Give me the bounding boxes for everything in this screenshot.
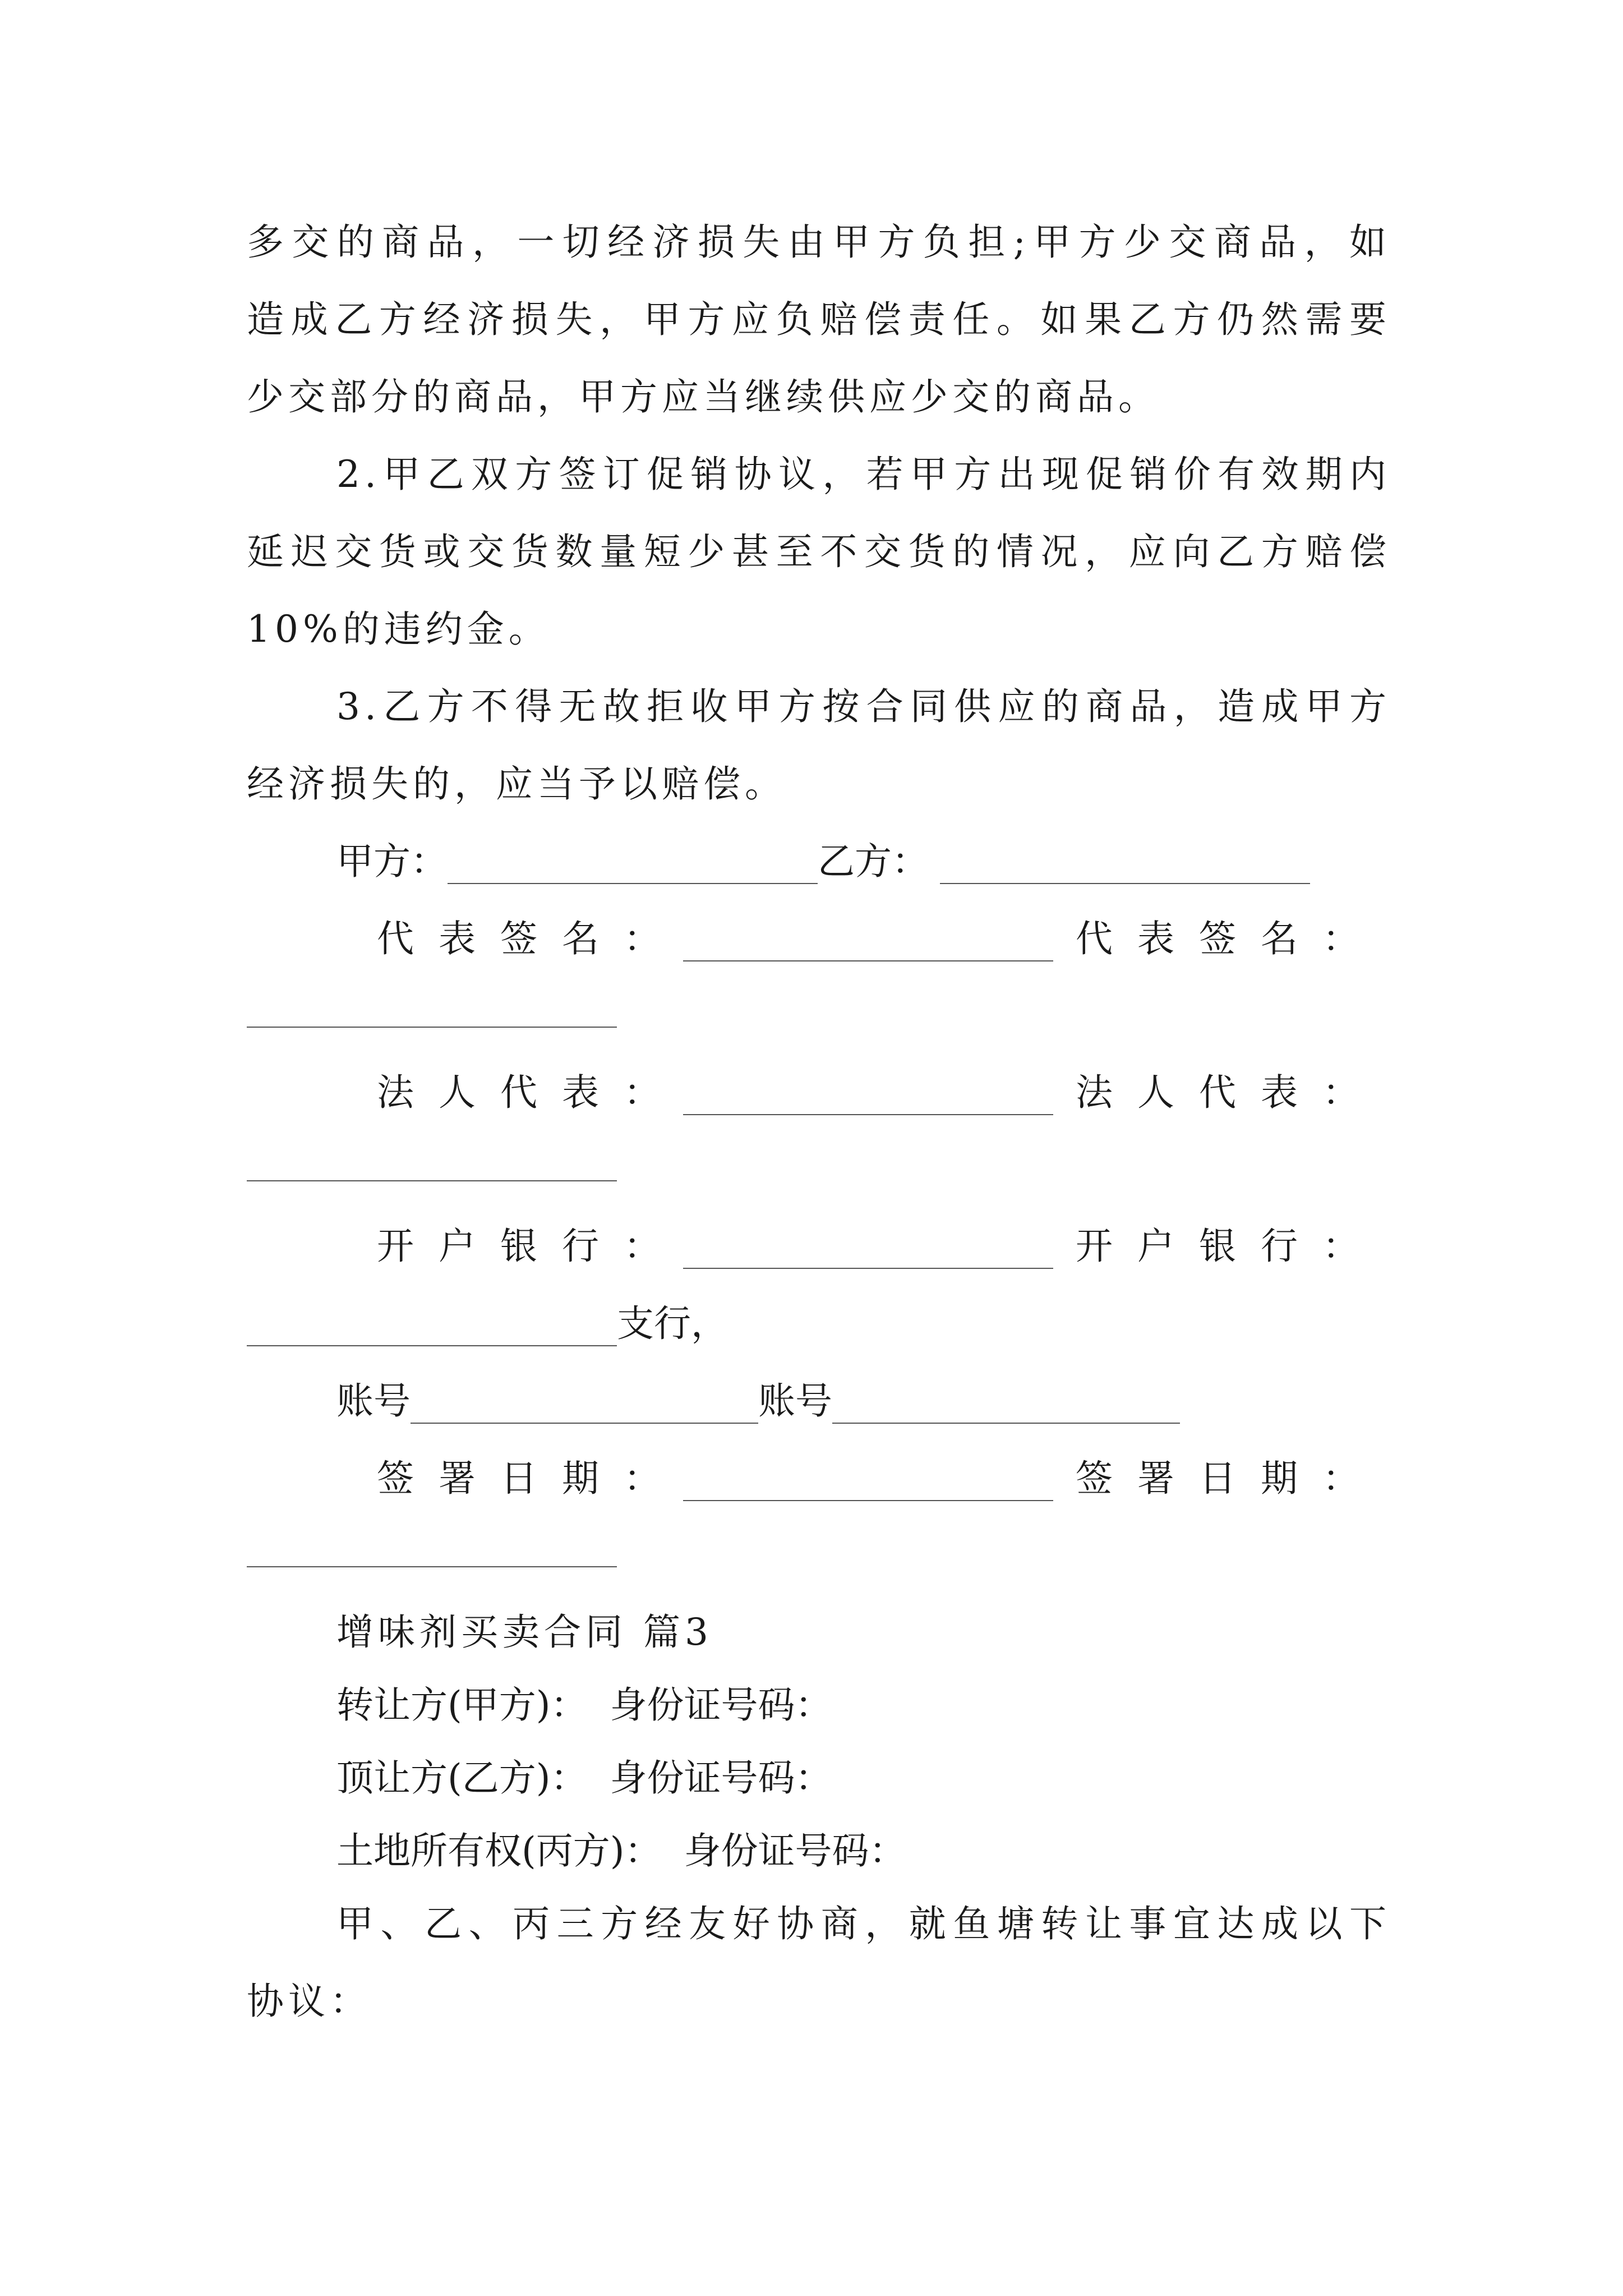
paragraph-line: 少交部分的商品，甲方应当继续供应少交的商品。: [247, 375, 1160, 418]
party-row: [336, 839, 1391, 884]
party-b-label: 乙方：: [818, 840, 929, 883]
rep-sign-b-label: 代表签名：: [1076, 917, 1384, 960]
legal-rep-b-label: 法人代表：: [1076, 1071, 1384, 1114]
paragraph-line: 经济损失的，应当予以赔偿。: [247, 762, 786, 806]
owner-row: [336, 1829, 1391, 1874]
rep-sign-a-label: 代表签名：: [377, 917, 685, 960]
transferor-id-label: 身份证号码：: [610, 1683, 832, 1727]
owner-id-label: 身份证号码：: [684, 1829, 906, 1872]
account-a-blank: [411, 1390, 758, 1424]
legal-rep-b-blank: [247, 1180, 617, 1181]
paragraph-line: 多交的商品，一切经济损失由甲方负担;甲方少交商品，如: [247, 220, 1391, 264]
bank-a-blank: [683, 1235, 1053, 1269]
paragraph-line: 造成乙方经济损失，甲方应负赔偿责任。如果乙方仍然需要: [247, 298, 1391, 341]
account-b-blank: [832, 1390, 1180, 1424]
party-a-blank: [448, 850, 818, 884]
date-row: [377, 1456, 1431, 1501]
bank-b-label: 开户银行：: [1076, 1225, 1384, 1268]
account-a-label: 账号: [336, 1379, 411, 1423]
date-b-label: 签署日期：: [1076, 1457, 1384, 1500]
paragraph-line: 2.甲乙双方签订促销协议，若甲方出现促销价有效期内: [336, 453, 1391, 496]
paragraph-line: 3.乙方不得无故拒收甲方按合同供应的商品，造成甲方: [336, 685, 1391, 728]
intro-line: 协议：: [247, 1980, 371, 2023]
bank-b-blank: [247, 1313, 617, 1346]
transferee-row: [336, 1756, 1391, 1801]
rep-sign-row: [377, 917, 1431, 961]
intro-line: 甲、乙、丙三方经友好协商，就鱼塘转让事宜达成以下: [336, 1902, 1391, 1945]
legal-rep-row: [377, 1070, 1431, 1115]
branch-row: [247, 1301, 1301, 1346]
legal-rep-a-blank: [683, 1082, 1053, 1115]
branch-label: 支行，: [617, 1302, 728, 1345]
date-b-blank: [247, 1566, 617, 1567]
date-a-blank: [683, 1467, 1053, 1501]
rep-sign-a-blank: [683, 928, 1053, 961]
party-a-label: 甲方：: [336, 840, 448, 883]
transferee-label: 顶让方(乙方)：: [336, 1756, 588, 1800]
party-b-blank: [940, 850, 1310, 884]
account-b-label: 账号: [758, 1379, 832, 1423]
paragraph-line: 10%的违约金。: [247, 608, 550, 651]
transferor-label: 转让方(甲方)：: [336, 1683, 588, 1727]
bank-a-label: 开户银行：: [377, 1225, 685, 1268]
paragraph-line: 延迟交货或交货数量短少甚至不交货的情况，应向乙方赔偿: [247, 530, 1391, 573]
transferee-id-label: 身份证号码：: [610, 1756, 832, 1800]
transferor-row: [336, 1683, 1391, 1728]
bank-row: [377, 1224, 1431, 1269]
legal-rep-a-label: 法人代表：: [377, 1071, 685, 1114]
owner-label: 土地所有权(丙方)：: [336, 1829, 662, 1872]
rep-sign-b-blank: [247, 1027, 617, 1028]
date-a-label: 签署日期：: [377, 1457, 685, 1500]
account-row: [336, 1379, 1391, 1424]
section-title: 增味剂买卖合同 篇3: [336, 1611, 713, 1654]
